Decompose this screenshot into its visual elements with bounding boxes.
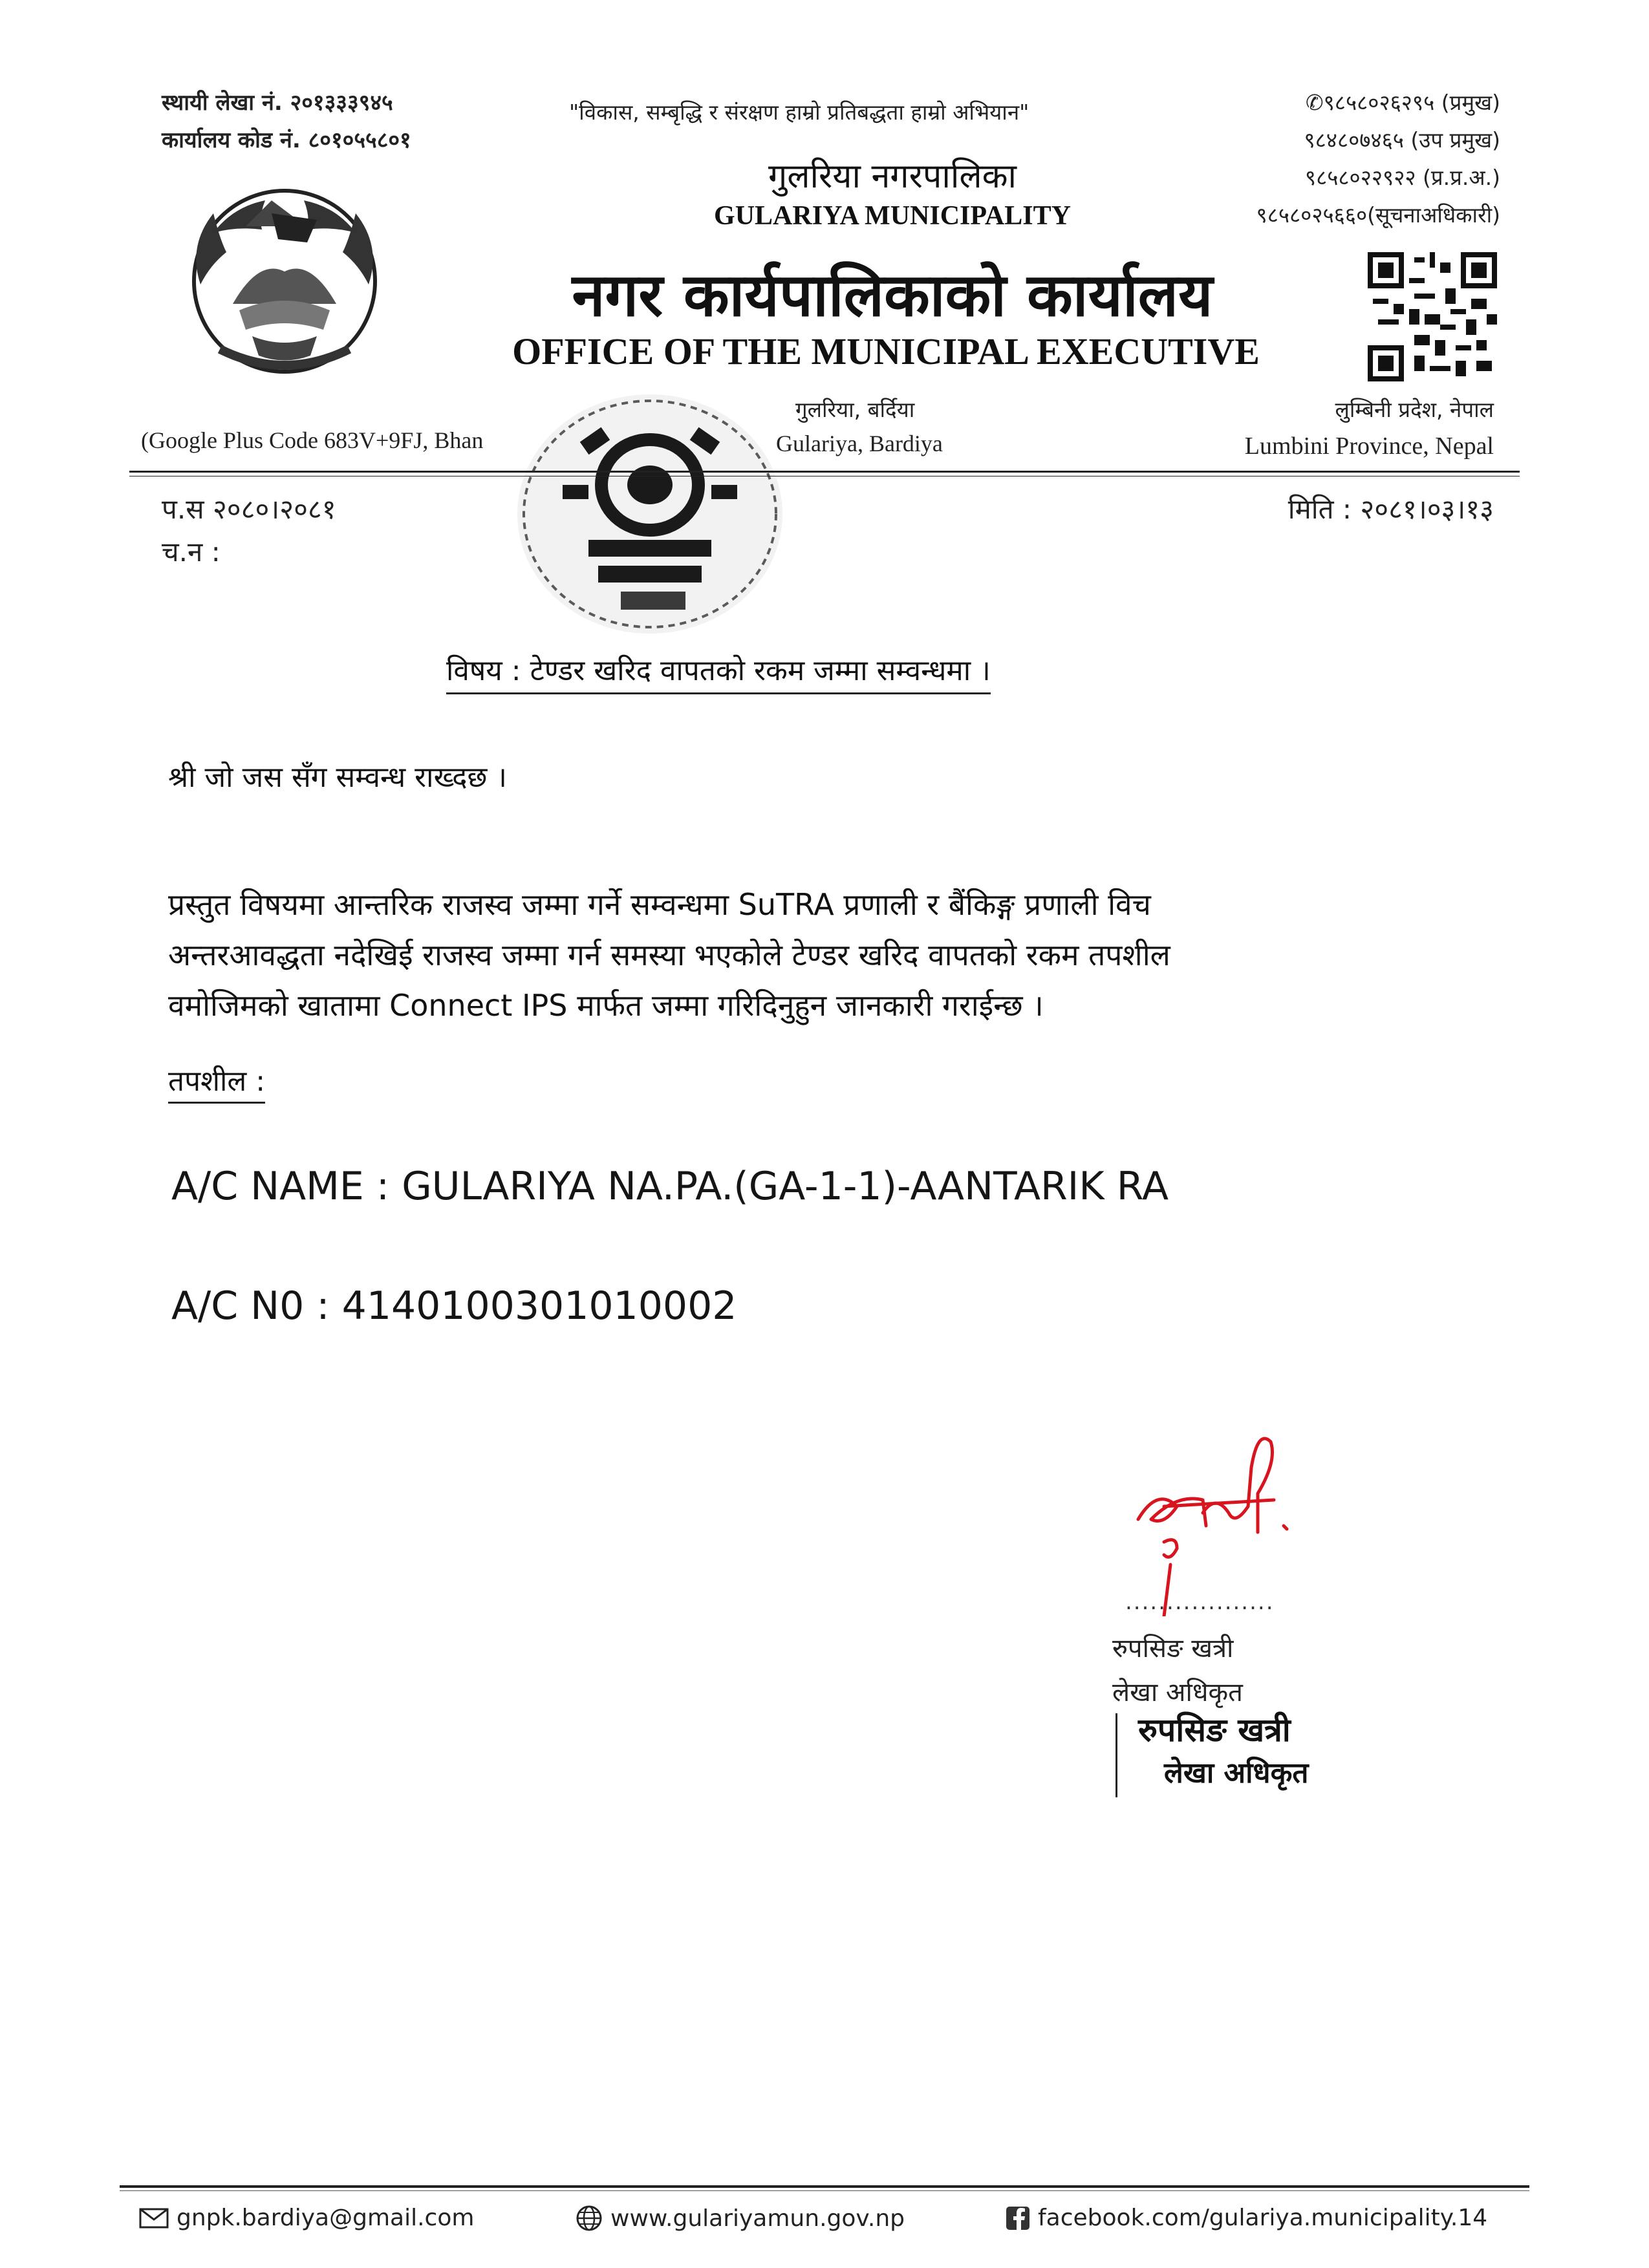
contact-phones bbox=[1164, 84, 1500, 234]
facebook-url[interactable]: facebook.com/gulariya.municipality.14 bbox=[1038, 2205, 1488, 2231]
account-number: A/C N0 : 4140100301010002 bbox=[171, 1283, 737, 1329]
reference-number: प.स २०८०।२०८१ bbox=[162, 493, 336, 525]
letter-date: मिति : २०८१।०३।१३ bbox=[1288, 493, 1494, 525]
nepal-emblem-logo bbox=[175, 175, 394, 388]
office-seal-stamp bbox=[511, 388, 789, 640]
footer-divider-thin bbox=[120, 2190, 1529, 2191]
facebook-icon bbox=[1006, 2206, 1030, 2231]
phone-information-officer: ९८५८०२५६६०(सूचनाअधिकारी) bbox=[1256, 202, 1500, 228]
body-line: प्रस्तुत विषयमा आन्तरिक राजस्व जम्मा गर्ने सम्वन्धमा SuTRA प्रणाली र बैंकिङ्ग प्रणाली विच bbox=[168, 887, 1151, 922]
signatory-name: रुपसिङ खत्री bbox=[1112, 1634, 1234, 1664]
google-plus-code: (Google Plus Code 683V+9FJ, Bhan bbox=[141, 427, 484, 453]
header-divider bbox=[129, 471, 1520, 473]
qr-code[interactable] bbox=[1368, 252, 1497, 381]
name-stamp-border bbox=[1116, 1713, 1117, 1797]
office-name-nepali: नगर कार्यपालिकाको कार्यालय bbox=[572, 261, 1213, 330]
salutation: श्री जो जस सँग सम्वन्ध राख्दछ । bbox=[168, 761, 507, 794]
address-english: Gulariya, Bardiya bbox=[776, 431, 943, 456]
name-stamp-title: लेखा अधिकृत bbox=[1164, 1757, 1309, 1790]
phone-cao: ९८५८०२२९२२ (प्र.प्र.अ.) bbox=[1304, 165, 1500, 190]
office-code: कार्यालय कोड नं. ८०१०५५८०१ bbox=[162, 127, 411, 153]
municipality-name-nepali: गुलरिया नगरपालिका bbox=[768, 157, 1017, 196]
account-name: A/C NAME : GULARIYA NA.PA.(GA-1-1)-AANTARIK RA bbox=[171, 1164, 1169, 1209]
footer-divider bbox=[120, 2185, 1529, 2188]
footer-email[interactable] bbox=[139, 2205, 474, 2231]
signature-line: .................. bbox=[1125, 1589, 1275, 1615]
globe-icon bbox=[576, 2205, 603, 2232]
letter-body bbox=[168, 879, 1436, 1031]
handwritten-signature bbox=[1125, 1409, 1319, 1616]
footer-facebook[interactable] bbox=[1006, 2205, 1487, 2231]
signatory-title: लेखा अधिकृत bbox=[1112, 1678, 1243, 1707]
body-line: अन्तरआवद्धता नदेखिई राजस्व जम्मा गर्न समस्या भएकोले टेण्डर खरिद वापतको रकम तपशील bbox=[168, 937, 1170, 972]
province-english: Lumbini Province, Nepal bbox=[1244, 433, 1494, 460]
reference-block bbox=[162, 488, 336, 573]
website-url[interactable]: www.gulariyamun.gov.np bbox=[610, 2205, 905, 2232]
dispatch-number: च.न : bbox=[162, 536, 221, 568]
footer-website[interactable] bbox=[576, 2205, 905, 2232]
slogan: "विकास, सम्बृद्धि र संरक्षण हाम्रो प्रतिबद्धता हाम्रो अभियान" bbox=[569, 100, 1029, 125]
permanent-account-number: स्थायी लेखा नं. २०१३३३९४५ bbox=[162, 90, 393, 116]
province-nepali: लुम्बिनी प्रदेश, नेपाल bbox=[1335, 397, 1494, 422]
body-line: वमोजिमको खातामा Connect IPS मार्फत जम्मा गरिदिनुहुन जानकारी गराईन्छ । bbox=[168, 988, 1044, 1023]
letter-subject: विषय : टेण्डर खरिद वापतको रकम जम्मा सम्वन्धमा । bbox=[446, 650, 991, 694]
address-nepali: गुलरिया, बर्दिया bbox=[795, 397, 915, 422]
letterhead-account-codes bbox=[162, 84, 411, 159]
office-name-english: OFFICE OF THE MUNICIPAL EXECUTIVE bbox=[512, 330, 1260, 372]
email-address[interactable]: gnpk.bardiya@gmail.com bbox=[177, 2205, 475, 2231]
phone-mayor: ✆९८५८०२६२९५ (प्रमुख) bbox=[1306, 90, 1500, 115]
municipality-name-english: GULARIYA MUNICIPALITY bbox=[714, 201, 1071, 231]
details-heading: तपशील : bbox=[168, 1060, 265, 1104]
name-stamp-name: रुपसिङ खत्री bbox=[1138, 1711, 1291, 1749]
phone-deputy-mayor: ९८४८०७४६५ (उप प्रमुख) bbox=[1304, 127, 1500, 153]
envelope-icon bbox=[139, 2208, 169, 2229]
